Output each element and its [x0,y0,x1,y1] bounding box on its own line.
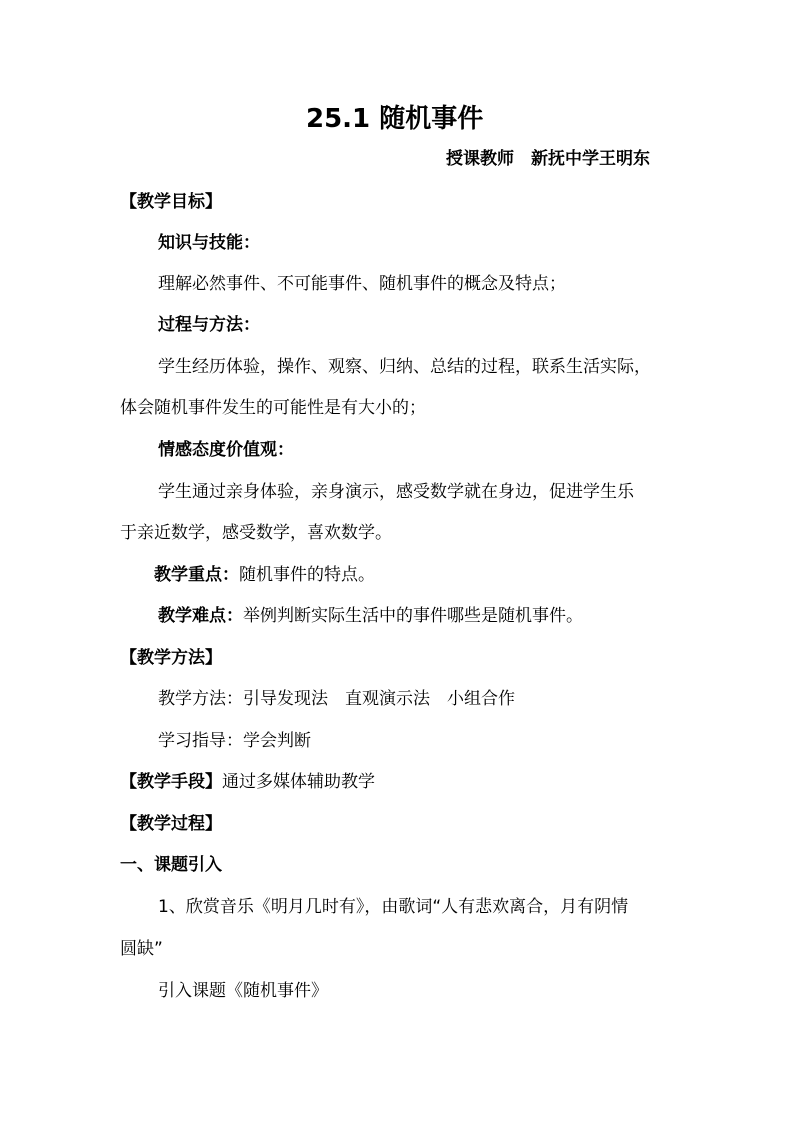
key-point-text: 随机事件的特点。 [239,565,375,585]
section-1-heading: 一、课题引入 [120,855,222,875]
difficulty-text: 举例判断实际生活中的事件哪些是随机事件。 [243,606,583,626]
means-line [120,770,375,794]
process-text-2: 体会随机事件发生的可能性是有大小的； [120,398,426,418]
guidance-text: 学习指导：学会判断 [158,731,311,751]
process-text-1: 学生经历体验，操作、观察、归纳、总结的过程，联系生活实际， [158,357,651,377]
key-point-line [154,563,375,587]
process-label: 过程与方法： [158,315,260,335]
means-text: 通过多媒体辅助教学 [222,772,375,792]
key-point-label: 教学重点： [154,565,239,585]
emotion-text-1: 学生通过亲身体验，亲身演示，感受数学就在身边，促进学生乐 [158,482,634,502]
process-heading: 【教学过程】 [120,814,222,834]
item-1-line-1: 1、欣赏音乐《明月几时有》，由歌词“人有悲欢离合，月有阴情 [158,897,629,917]
emotion-text-2: 于亲近数学，感受数学，喜欢数学。 [120,523,392,543]
knowledge-text: 理解必然事件、不可能事件、随机事件的概念及特点； [158,274,566,294]
difficulty-label: 教学难点： [158,606,243,626]
methods-text: 教学方法：引导发现法 直观演示法 小组合作 [158,689,515,709]
item-1-line-2: 圆缺” [120,939,163,959]
emotion-label: 情感态度价值观： [158,440,294,460]
methods-heading: 【教学方法】 [120,648,222,668]
difficulty-line [158,604,583,628]
means-heading: 【教学手段】 [120,772,222,792]
knowledge-label: 知识与技能： [158,233,260,253]
intro-topic: 引入课题《随机事件》 [158,981,328,1001]
author-line: 授课教师 新抚中学王明东 [446,149,650,169]
objectives-heading: 【教学目标】 [120,192,222,212]
document-title: 25.1 随机事件 [306,104,484,134]
